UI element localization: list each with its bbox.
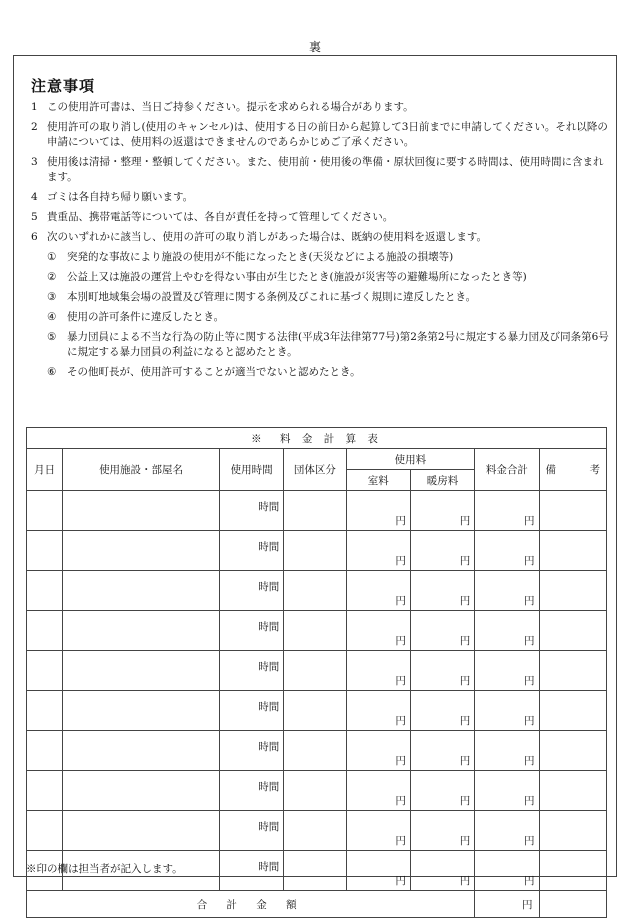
room-fee-cell[interactable]: 円 [346, 491, 410, 531]
hours-cell[interactable]: 時間 [219, 771, 283, 811]
col-header-group: 団体区分 [284, 449, 346, 491]
heating-fee-cell[interactable]: 円 [410, 571, 474, 611]
form-frame [13, 55, 617, 911]
facility-cell[interactable] [63, 531, 220, 571]
hours-cell[interactable]: 時間 [219, 651, 283, 691]
facility-cell[interactable] [63, 611, 220, 651]
total-amount-label: 合 計 金 額 [27, 891, 475, 918]
hours-cell[interactable]: 時間 [219, 491, 283, 531]
col-header-date: 月日 [27, 449, 63, 491]
heating-fee-cell[interactable]: 円 [410, 611, 474, 651]
note-subitem [47, 365, 611, 380]
total-remarks-cell [539, 891, 607, 918]
note-subitem [47, 250, 611, 265]
heating-fee-cell[interactable]: 円 [410, 491, 474, 531]
note-text: 貴重品、携帯電話等については、各自が責任を持って管理してください。 [47, 211, 394, 223]
heating-fee-cell[interactable]: 円 [410, 731, 474, 771]
fee-calculation-table [26, 427, 607, 918]
hours-cell[interactable]: 時間 [219, 731, 283, 771]
remarks-cell[interactable] [539, 691, 607, 731]
remarks-cell[interactable] [539, 571, 607, 611]
table-row [27, 651, 607, 691]
hours-cell[interactable]: 時間 [219, 691, 283, 731]
heating-fee-cell[interactable]: 円 [410, 851, 474, 891]
note-item [31, 120, 611, 150]
heating-fee-cell[interactable]: 円 [410, 691, 474, 731]
group-cell[interactable] [284, 731, 346, 771]
remarks-cell[interactable] [539, 531, 607, 571]
hours-cell[interactable]: 時間 [219, 531, 283, 571]
heating-fee-cell[interactable]: 円 [410, 811, 474, 851]
total-amount-cell[interactable]: 円 [475, 891, 539, 918]
note-text: 使用許可の取り消し(使用のキャンセル)は、使用する日の前日から起算して3日前までに申請してください。それ以降の申請については、使用料の返還はできませんのであらかじめご了承ください。 [47, 121, 608, 148]
table-row [27, 691, 607, 731]
total-fee-cell[interactable]: 円 [475, 691, 539, 731]
hours-cell[interactable]: 時間 [219, 571, 283, 611]
note-number: 2 [31, 121, 38, 133]
room-fee-cell[interactable]: 円 [346, 531, 410, 571]
heating-fee-cell[interactable]: 円 [410, 771, 474, 811]
date-cell[interactable] [27, 691, 63, 731]
table-row [27, 531, 607, 571]
remarks-cell[interactable] [539, 811, 607, 851]
note-subitem [47, 330, 611, 360]
table-row [27, 491, 607, 531]
subitem-text: 暴力団員による不当な行為の防止等に関する法律(平成3年法律第77号)第2条第2号に規定する暴力団及び同条第6号に規定する暴力団員の利益になると認めたとき。 [67, 331, 609, 358]
remarks-cell[interactable] [539, 851, 607, 891]
col-header-heating-fee: 暖房料 [410, 470, 474, 491]
date-cell[interactable] [27, 651, 63, 691]
note-subitem [47, 290, 611, 305]
subitem-text: 使用の許可条件に違反したとき。 [67, 311, 225, 323]
total-fee-cell[interactable]: 円 [475, 851, 539, 891]
page-side-label: 裏 [308, 40, 321, 54]
total-fee-cell[interactable]: 円 [475, 531, 539, 571]
group-cell[interactable] [284, 611, 346, 651]
remarks-char-2: 考 [589, 464, 600, 476]
date-cell[interactable] [27, 491, 63, 531]
facility-cell[interactable] [63, 811, 220, 851]
total-fee-cell[interactable]: 円 [475, 571, 539, 611]
subitem-text: その他町長が、使用許可することが適当でないと認めたとき。 [67, 366, 361, 378]
hours-cell[interactable]: 時間 [219, 811, 283, 851]
subitem-text: 本別町地域集会場の設置及び管理に関する条例及びこれに基づく規則に違反したとき。 [67, 291, 477, 303]
total-fee-cell[interactable]: 円 [475, 611, 539, 651]
hours-cell[interactable]: 時間 [219, 611, 283, 651]
total-fee-cell[interactable]: 円 [475, 651, 539, 691]
note-number: 4 [31, 191, 38, 203]
total-fee-cell[interactable]: 円 [475, 811, 539, 851]
remarks-cell[interactable] [539, 731, 607, 771]
note-number: 1 [31, 101, 38, 113]
footnote: ※印の欄は担当者が記入します。 [26, 863, 183, 875]
remarks-char-1: 備 [545, 464, 556, 476]
facility-cell[interactable] [63, 491, 220, 531]
group-cell[interactable] [284, 531, 346, 571]
date-cell[interactable] [27, 771, 63, 811]
note-text: ゴミは各自持ち帰り願います。 [47, 191, 194, 203]
group-cell[interactable] [284, 771, 346, 811]
subitem-number: ② [47, 271, 57, 283]
subitem-number: ③ [47, 291, 57, 303]
note-item [31, 100, 611, 115]
note-item [31, 155, 611, 185]
table-row [27, 731, 607, 771]
heating-fee-cell[interactable]: 円 [410, 651, 474, 691]
room-fee-cell[interactable]: 円 [346, 651, 410, 691]
subitem-number: ⑤ [47, 331, 57, 343]
date-cell[interactable] [27, 571, 63, 611]
facility-cell[interactable] [63, 771, 220, 811]
note-item [31, 190, 611, 205]
note-subitem [47, 270, 611, 285]
group-cell[interactable] [284, 691, 346, 731]
col-header-facility: 使用施設・部屋名 [63, 449, 220, 491]
remarks-cell[interactable] [539, 491, 607, 531]
subitem-number: ⑥ [47, 366, 57, 378]
room-fee-cell[interactable]: 円 [346, 731, 410, 771]
remarks-cell[interactable] [539, 611, 607, 651]
col-header-remarks [539, 449, 607, 491]
room-fee-cell[interactable]: 円 [346, 691, 410, 731]
fee-table-title: ※ 料 金 計 算 表 [27, 428, 607, 449]
facility-cell[interactable] [63, 731, 220, 771]
group-cell[interactable] [284, 651, 346, 691]
col-header-room-fee: 室料 [346, 470, 410, 491]
total-fee-cell[interactable]: 円 [475, 731, 539, 771]
table-row [27, 771, 607, 811]
note-item [31, 230, 611, 245]
note-number: 5 [31, 211, 38, 223]
remarks-cell[interactable] [539, 771, 607, 811]
note-number: 6 [31, 231, 38, 243]
room-fee-cell[interactable]: 円 [346, 771, 410, 811]
table-row [27, 571, 607, 611]
table-row [27, 811, 607, 851]
notes-list [31, 100, 611, 385]
group-cell[interactable] [284, 811, 346, 851]
facility-cell[interactable] [63, 571, 220, 611]
room-fee-cell[interactable]: 円 [346, 851, 410, 891]
subitem-text: 公益上又は施設の運営上やむを得ない事由が生じたとき(施設が災害等の避難場所になったとき等) [67, 271, 527, 283]
note-text: この使用許可書は、当日ご持参ください。提示を求められる場合があります。 [47, 101, 414, 113]
note-item [31, 210, 611, 225]
heating-fee-cell[interactable]: 円 [410, 531, 474, 571]
date-cell[interactable] [27, 611, 63, 651]
remarks-cell[interactable] [539, 651, 607, 691]
note-number: 3 [31, 156, 38, 168]
group-cell[interactable] [284, 851, 346, 891]
table-row [27, 611, 607, 651]
room-fee-cell[interactable]: 円 [346, 571, 410, 611]
date-cell[interactable] [27, 731, 63, 771]
hours-cell[interactable]: 時間 [219, 851, 283, 891]
col-header-usage-fee: 使用料 [346, 449, 475, 470]
notes-title: 注意事項 [31, 77, 96, 95]
subitem-number: ④ [47, 311, 57, 323]
total-fee-cell[interactable]: 円 [475, 491, 539, 531]
room-fee-cell[interactable]: 円 [346, 811, 410, 851]
group-cell[interactable] [284, 491, 346, 531]
note-text: 次のいずれかに該当し、使用の許可の取り消しがあった場合は、既納の使用料を返還します。 [47, 231, 488, 243]
facility-cell[interactable] [63, 691, 220, 731]
facility-cell[interactable] [63, 651, 220, 691]
room-fee-cell[interactable]: 円 [346, 611, 410, 651]
note-subitem [47, 310, 611, 325]
group-cell[interactable] [284, 571, 346, 611]
col-header-hours: 使用時間 [219, 449, 283, 491]
subitem-number: ① [47, 251, 57, 263]
col-header-total: 料金合計 [475, 449, 539, 491]
total-fee-cell[interactable]: 円 [475, 771, 539, 811]
date-cell[interactable] [27, 811, 63, 851]
date-cell[interactable] [27, 531, 63, 571]
note-text: 使用後は清掃・整理・整頓してください。また、使用前・使用後の準備・原状回復に要する時間は、使用時間に含まれます。 [47, 156, 604, 183]
subitem-text: 突発的な事故により施設の使用が不能になったとき(天災などによる施設の損壊等) [67, 251, 454, 263]
